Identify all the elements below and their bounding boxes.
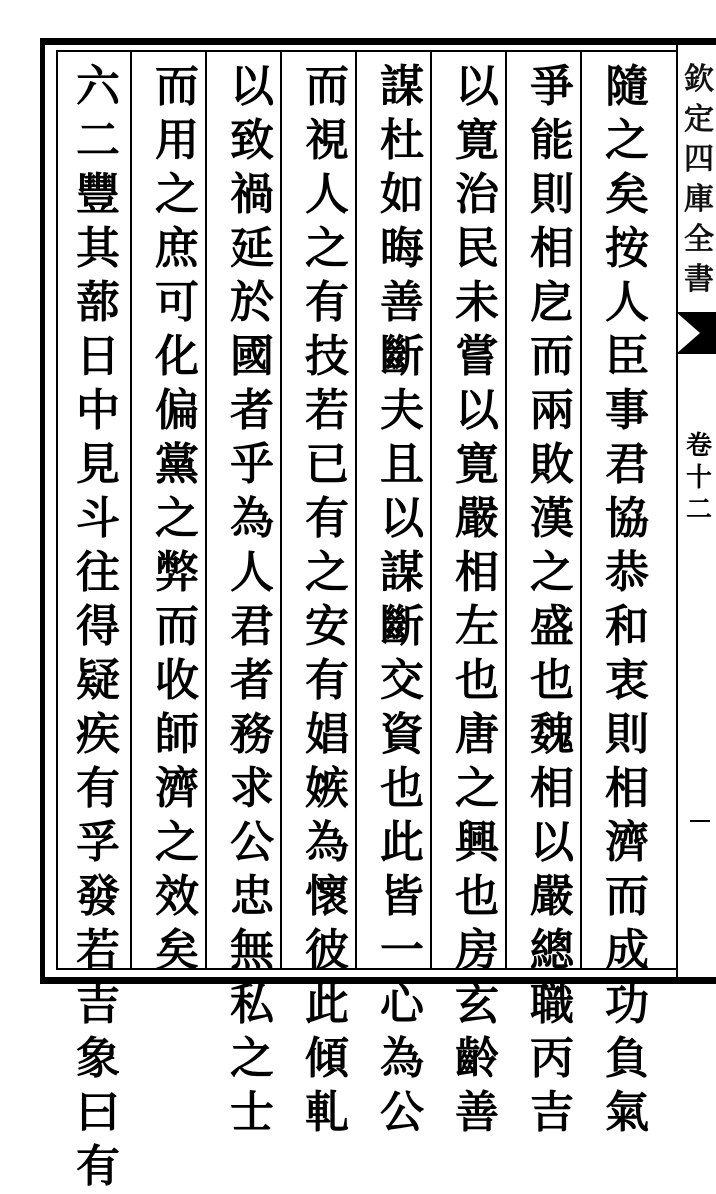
character: 興: [455, 817, 499, 868]
character: 矣: [605, 169, 649, 220]
character: 負: [605, 1033, 649, 1084]
character: 君: [605, 439, 649, 490]
character: 寛: [455, 439, 499, 490]
character: 禍: [230, 169, 274, 220]
character: 無: [230, 925, 274, 976]
book-title: [682, 60, 716, 300]
character: 齡: [455, 1033, 499, 1084]
character: 以: [530, 817, 574, 868]
character: 則: [605, 709, 649, 760]
character: 唐: [455, 709, 499, 760]
character: 安: [305, 601, 349, 652]
character: 師: [155, 709, 199, 760]
character: 者: [230, 655, 274, 706]
character: 六: [76, 61, 120, 112]
character: 蔀: [76, 277, 120, 328]
character: 杜: [380, 115, 424, 166]
character: 豐: [76, 169, 120, 220]
character: 庫: [684, 182, 714, 217]
character: 之: [230, 1033, 274, 1084]
character: 人: [605, 277, 649, 328]
character: 二: [685, 495, 712, 525]
character: 疾: [76, 709, 120, 760]
character: 化: [155, 331, 199, 382]
character: 人: [230, 547, 274, 598]
character: 二: [76, 115, 120, 166]
character: 傾: [305, 1033, 349, 1084]
character: 臣: [605, 331, 649, 382]
character: 相: [605, 763, 649, 814]
character: 以: [380, 493, 424, 544]
text-column-8: [68, 60, 128, 1192]
character: 弊: [155, 547, 199, 598]
character: 黨: [155, 439, 199, 490]
character: 之: [305, 223, 349, 274]
text-column-1: [597, 60, 657, 1138]
character: 總: [530, 925, 574, 976]
character: 用: [155, 115, 199, 166]
character: 有: [305, 655, 349, 706]
character: 效: [155, 871, 199, 922]
character: 資: [380, 709, 424, 760]
character: 丙: [530, 1033, 574, 1084]
character: 卷: [685, 431, 712, 461]
character: 忠: [230, 871, 274, 922]
character: 矣: [155, 925, 199, 976]
character: 漢: [530, 493, 574, 544]
character: 致: [230, 115, 274, 166]
character: 得: [76, 601, 120, 652]
character: 軋: [305, 1087, 349, 1138]
character: 為: [380, 1033, 424, 1084]
text-column-5: [297, 60, 357, 1138]
character: 交: [380, 655, 424, 706]
character: 謀: [380, 547, 424, 598]
character: 已: [305, 439, 349, 490]
character: 庶: [155, 223, 199, 274]
character: 心: [380, 979, 424, 1030]
character: 往: [76, 547, 120, 598]
character: 則: [530, 169, 574, 220]
character: 嘗: [455, 331, 499, 382]
character: 發: [76, 871, 120, 922]
character: 疑: [76, 655, 120, 706]
character: 濟: [605, 817, 649, 868]
character: 一: [380, 925, 424, 976]
column-rule: [130, 50, 132, 970]
character: 氣: [605, 1087, 649, 1138]
character: 民: [455, 223, 499, 274]
character: 晦: [380, 223, 424, 274]
character: 左: [455, 601, 499, 652]
character: 求: [230, 763, 274, 814]
character: 人: [305, 169, 349, 220]
character: 中: [76, 385, 120, 436]
character: 兩: [530, 385, 574, 436]
character: 定: [684, 102, 714, 137]
character: 務: [230, 709, 274, 760]
character: 欽: [684, 62, 714, 97]
character: 成: [605, 925, 649, 976]
character: 和: [605, 601, 649, 652]
character: 協: [605, 493, 649, 544]
character: 職: [530, 979, 574, 1030]
character: 嚴: [530, 871, 574, 922]
character: 按: [605, 223, 649, 274]
character: 之: [605, 115, 649, 166]
character: 四: [684, 142, 714, 177]
character: 治: [455, 169, 499, 220]
character: 延: [230, 223, 274, 274]
character: 其: [76, 223, 120, 274]
character: 吉: [76, 979, 120, 1030]
character: 寛: [455, 115, 499, 166]
character: 盛: [530, 601, 574, 652]
character: 國: [230, 331, 274, 382]
character: 孚: [76, 817, 120, 868]
character: 為: [230, 493, 274, 544]
character: 而: [530, 331, 574, 382]
character: 見: [76, 439, 120, 490]
character: 皆: [380, 871, 424, 922]
character: 功: [605, 979, 649, 1030]
character: 魏: [530, 709, 574, 760]
character: 之: [530, 547, 574, 598]
character: 彼: [305, 925, 349, 976]
character: 有: [76, 1141, 120, 1192]
character: 為: [305, 817, 349, 868]
character: 此: [305, 979, 349, 1030]
character: 公: [230, 817, 274, 868]
volume-label: [684, 430, 714, 526]
character: 技: [305, 331, 349, 382]
character: 之: [455, 763, 499, 814]
character: 此: [380, 817, 424, 868]
character: 相: [455, 547, 499, 598]
character: 之: [155, 493, 199, 544]
character: 也: [530, 655, 574, 706]
character: 之: [155, 817, 199, 868]
character: 也: [455, 871, 499, 922]
character: 書: [684, 262, 714, 297]
character: 房: [455, 925, 499, 976]
character: 玄: [455, 979, 499, 1030]
character: 也: [380, 763, 424, 814]
character: 全: [684, 222, 714, 257]
character: 嚴: [455, 493, 499, 544]
character: 濟: [155, 763, 199, 814]
character: 以: [230, 61, 274, 112]
character: 有: [305, 493, 349, 544]
character: 於: [230, 277, 274, 328]
character: 斷: [380, 601, 424, 652]
character: 以: [455, 385, 499, 436]
character: 十: [685, 463, 712, 493]
character: 恭: [605, 547, 649, 598]
character: 爭: [530, 61, 574, 112]
text-column-6: [222, 60, 282, 1138]
character: 事: [605, 385, 649, 436]
character: 能: [530, 115, 574, 166]
character: 若: [305, 385, 349, 436]
character: 有: [76, 763, 120, 814]
character: 且: [380, 439, 424, 490]
margin-tick: [690, 820, 710, 822]
character: 善: [455, 1087, 499, 1138]
character: 也: [455, 655, 499, 706]
character: 未: [455, 277, 499, 328]
character: 吉: [530, 1087, 574, 1138]
character: 夫: [380, 385, 424, 436]
character: 敗: [530, 439, 574, 490]
character: 可: [155, 277, 199, 328]
character: 謀: [380, 61, 424, 112]
character: 相: [530, 763, 574, 814]
character: 斗: [76, 493, 120, 544]
character: 之: [155, 169, 199, 220]
character: 相: [530, 223, 574, 274]
character: 日: [76, 331, 120, 382]
character: 娼: [305, 709, 349, 760]
character: 懷: [305, 871, 349, 922]
character: 嫉: [305, 763, 349, 814]
text-column-7: [147, 60, 207, 976]
character: 如: [380, 169, 424, 220]
character: 乎: [230, 439, 274, 490]
character: 衷: [605, 655, 649, 706]
text-column-4: [372, 60, 432, 1138]
character: 君: [230, 601, 274, 652]
character: 隨: [605, 61, 649, 112]
character: 斷: [380, 331, 424, 382]
text-column-2: [522, 60, 582, 1138]
character: 之: [305, 547, 349, 598]
character: 私: [230, 979, 274, 1030]
character: 若: [76, 925, 120, 976]
character: 視: [305, 115, 349, 166]
character: 而: [155, 601, 199, 652]
character: 士: [230, 1087, 274, 1138]
character: 而: [305, 61, 349, 112]
character: 以: [455, 61, 499, 112]
character: 者: [230, 385, 274, 436]
character: 公: [380, 1087, 424, 1138]
character: 戹: [530, 277, 574, 328]
character: 曰: [76, 1087, 120, 1138]
character: 收: [155, 655, 199, 706]
character: 而: [155, 61, 199, 112]
character: 有: [305, 277, 349, 328]
character: 善: [380, 277, 424, 328]
character: 偏: [155, 385, 199, 436]
text-column-3: [447, 60, 507, 1138]
character: 象: [76, 1033, 120, 1084]
character: 而: [605, 871, 649, 922]
